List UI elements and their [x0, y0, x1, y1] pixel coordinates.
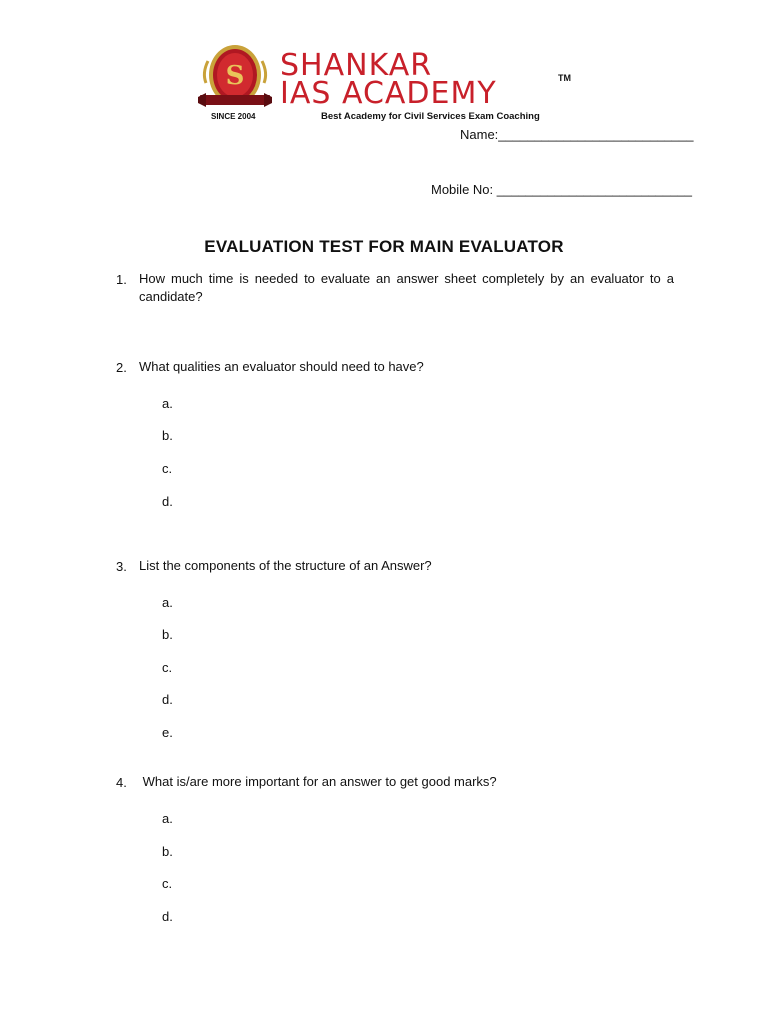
trademark-mark: TM	[558, 73, 571, 83]
question-text: What qualities an evaluator should need to have?	[139, 359, 424, 374]
brand-tagline: Best Academy for Civil Services Exam Coaching	[321, 111, 540, 122]
emblem-letter: S	[225, 61, 245, 91]
question-text: What is/are more important for an answer to get good marks?	[139, 774, 497, 789]
question-number: 2.	[116, 360, 127, 375]
question-number: 3.	[116, 559, 127, 574]
option-label: d.	[162, 494, 173, 509]
question-number: 4.	[116, 775, 127, 790]
academy-logo	[198, 43, 578, 125]
brand-name-line1: SHANKAR	[280, 48, 433, 83]
option-label: a.	[162, 396, 173, 411]
option-label: c.	[162, 461, 173, 476]
option-label: d.	[162, 909, 173, 924]
option-label: a.	[162, 811, 173, 826]
option-label: b.	[162, 428, 173, 443]
option-label: d.	[162, 692, 173, 707]
brand-name-line2: IAS ACADEMY	[280, 76, 497, 111]
option-label: c.	[162, 660, 173, 675]
mobile-field[interactable]: Mobile No: ___________________________	[431, 182, 692, 197]
question-number: 1.	[116, 272, 127, 287]
question-text: List the components of the structure of an Answer?	[139, 558, 432, 573]
name-field[interactable]: Name:___________________________	[460, 127, 694, 142]
option-label: b.	[162, 844, 173, 859]
question-text: How much time is needed to evaluate an answer sheet completely by an evaluator to a candidate?	[139, 271, 674, 304]
page-title: EVALUATION TEST FOR MAIN EVALUATOR	[204, 237, 564, 256]
option-label: c.	[162, 876, 173, 891]
option-label: a.	[162, 595, 173, 610]
option-label: e.	[162, 725, 173, 740]
option-label: b.	[162, 627, 173, 642]
since-year: SINCE 2004	[211, 112, 256, 121]
